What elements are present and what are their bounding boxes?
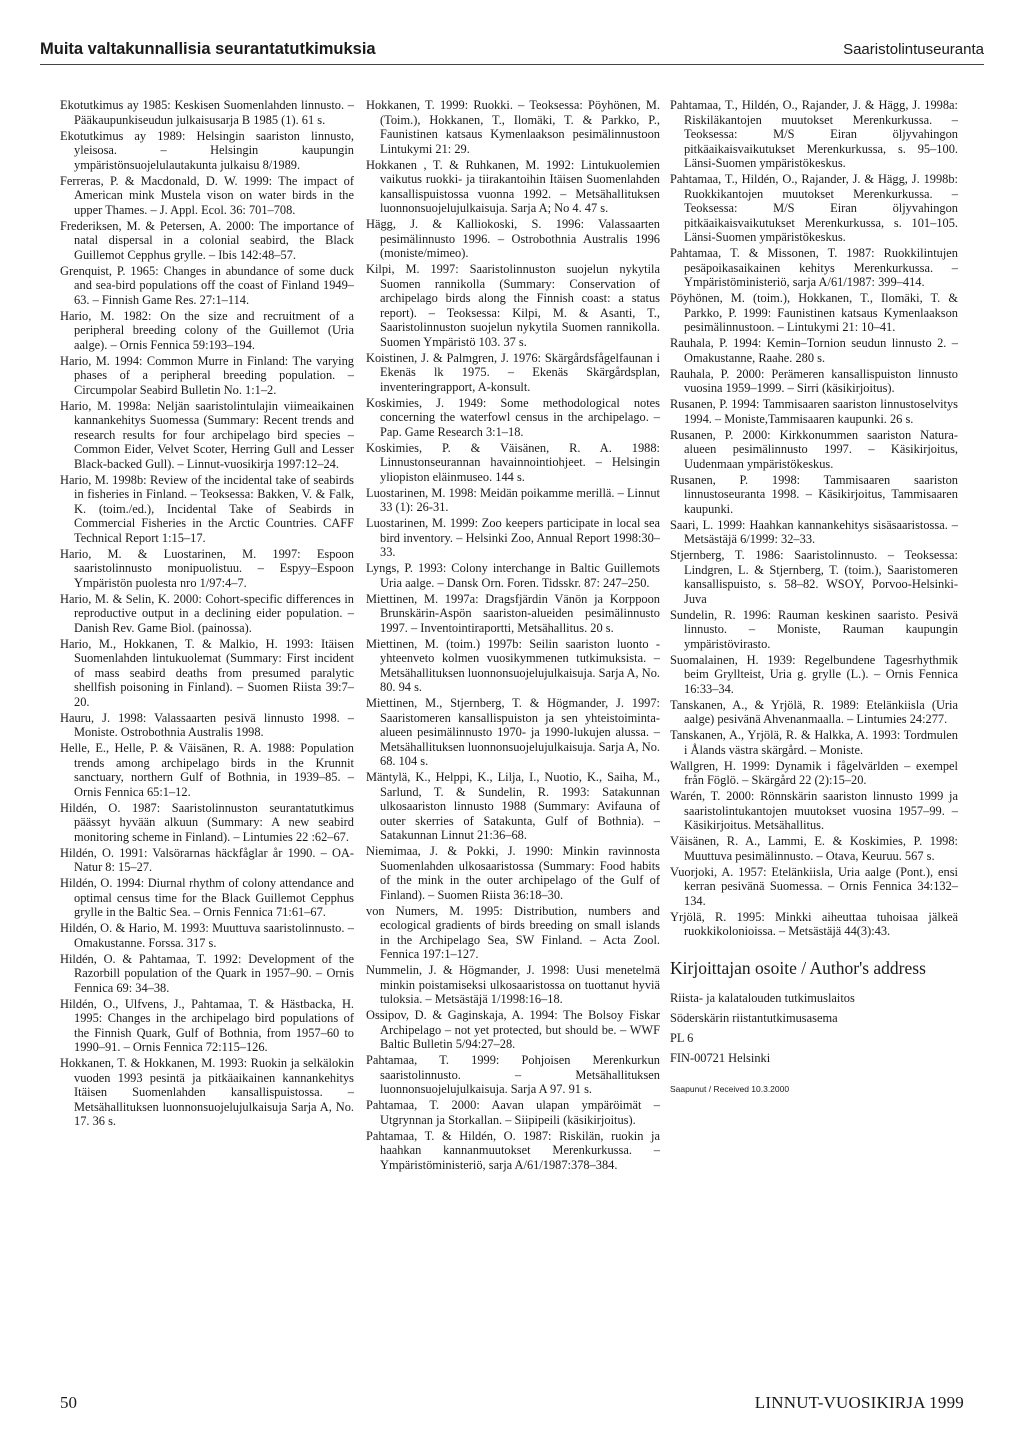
reference-entry: Luostarinen, M. 1998: Meidän poikamme merillä. – Linnut 33 (1): 26-31. [366,485,660,514]
reference-entry: Rusanen, P. 2000: Kirkkonummen saariston Natura-alueen pesimälinnusto 1997. – Käsikirjoitus, Uudenmaan ympäristökeskus. [670,427,958,471]
reference-entry: Pahtamaa, T. 1999: Pohjoisen Merenkurkun saaristolinnusto. – Metsähallituksen luonnonsuojelujulkaisuja. Sarja A 97. 91 s. [366,1053,660,1096]
reference-entry: Miettinen, M. 1997a: Dragsfjärdin Vänön ja Korppoon Brunskärin-Aspön saariston-alueiden pesimälinnusto 1997. – Inventointiraportti, Metsähallitus. 20 s. [366,591,660,635]
reference-entry: Suomalainen, H. 1939: Regelbundene Tagesrhythmik beim Gryllteist, Uria g. grylle (L.). – Ornis Fennica 16:33–34. [670,652,958,696]
reference-entry: Ekotutkimus ay 1985: Keskisen Suomenlahden linnusto. – Pääkaupunkiseudun julkaisusarja B 1985 (1). 61 s. [60,98,354,127]
reference-entry: Rauhala, P. 2000: Perämeren kansallispuiston linnusto vuosina 1959–1999. – Sirri (käsikirjoitus). [670,366,958,395]
address-line: Söderskärin riistantutkimusasema [670,1011,838,1025]
reference-entry: Ossipov, D. & Gaginskaja, A. 1994: The Bolsoy Fiskar Archipelago – not yet protected, but should be. – WWF Baltic Bulletin 5/94:27–28. [366,1008,660,1051]
reference-entry: Tanskanen, A., Yrjölä, R. & Halkka, A. 1993: Tordmulen i Ålands västra skärgård. – Moniste. [670,728,958,757]
reference-entry: Rauhala, P. 1994: Kemin–Tornion seudun linnusto 2. – Omakustanne, Raahe. 280 s. [670,336,958,365]
received-date: Saapunut / Received 10.3.2000 [670,1084,790,1094]
reference-entry: Helle, E., Helle, P. & Väisänen, R. A. 1988: Population trends among archipelago birds in the Krunnit sanctuary, northern Gulf of Bothnia, in 1939–85. – Ornis Fennica 65:1–12. [60,741,354,799]
reference-entry: Pahtamaa, T. & Missonen, T. 1987: Ruokkilintujen pesäpoikasaikainen kehitys Merenkurkussa. – Ympäristöministeriö, sarja A/61/1987: 399–414. [670,246,958,289]
reference-entry: Kilpi, M. 1997: Saaristolinnuston suojelun nykytila Suomen rannikolla (Summary: Conservation of archipelago birds along the Finnish coast: a status report). – Teoksessa: Kilpi, M. & Asanti, T., Saaristolinnuston suojelun nykytila Suomen rannikolla. Suomen Ympäristö 103. 37 s. [366,262,660,349]
reference-entry: Hägg, J. & Kalliokoski, S. 1996: Valassaarten pesimälinnusto 1996. – Ostrobothnia Australis 1996 (moniste/mimeo). [366,217,660,260]
article-title: Saaristolintuseuranta [843,41,984,58]
reference-entry: Hario, M. & Luostarinen, M. 1997: Espoon saaristolinnusto monipuolistuu. – Espyy–Espoon Ympäristön puolesta nro 1/97:4–7. [60,546,354,590]
reference-entry: von Numers, M. 1995: Distribution, numbers and ecological gradients of birds breeding on small islands in the Archipelago Sea, SW Finland. – Acta Zool. Fennica 197:1–127. [366,903,660,961]
reference-entry: Koskimies, P. & Väisänen, R. A. 1988: Linnustonseurannan havainnointiohjeet. – Helsingin yliopiston eläinmuseo. 144 s. [366,440,660,484]
reference-entry: Saari, L. 1999: Haahkan kannankehitys sisäsaaristossa. – Metsästäjä 6/1999: 32–33. [670,517,958,546]
address-line: Riista- ja kalatalouden tutkimuslaitos [670,991,855,1005]
reference-entry: Stjernberg, T. 1986: Saaristolinnusto. – Teoksessa: Lindgren, L. & Stjernberg, T. (toim.), Saaristomeren kansallispuisto, s. 58–82. WSOY, Porvoo-Helsinki-Juva [670,548,958,606]
references-column-2 [366,98,660,1174]
reference-entry: Warén, T. 2000: Rönnskärin saariston linnusto 1999 ja saaristolintukantojen muutokset vuosina 1957–99. – Käsikirjoitus. Metsähallitus. [670,789,958,832]
address-line: FIN-00721 Helsinki [670,1051,771,1065]
reference-entry: Hario, M. 1998b: Review of the incidental take of seabirds in fisheries in Finland. – Teoksessa: Bakken, V. & Falk, K. (toim./ed.), Incidental Take of Seabirds in Commercial Fisheries in the Arctic Countries. CAFF Technical Report 1:15–17. [60,472,354,545]
reference-entry: Hokkanen, T. 1999: Ruokki. – Teoksessa: Pöyhönen, M. (Toim.), Hokkanen, T., Ilomäki, T. & Parkko, P., Faunistinen katsaus Kymenlaakson pesimälinnustoon Lintukymi 21: 29. [366,98,660,156]
reference-entry: Luostarinen, M. 1999: Zoo keepers participate in local sea bird inventory. – Helsinki Zoo, Annual Report 1998:30–33. [366,516,660,559]
reference-entry: Hildén, O. & Hario, M. 1993: Muuttuva saaristolinnusto. – Omakustanne. Forssa. 317 s. [60,921,354,950]
reference-entry: Pahtamaa, T., Hildén, O., Rajander, J. & Hägg, J. 1998a: Riskiläkantojen muutokset Merenkurkussa. – Teoksessa: M/S Eiran öljyvahingon pitkäaikaisvaikutukset Merenkurkussa, s. 95–100. Länsi-Suomen ympäristökeskus. [670,98,958,170]
reference-entry: Lyngs, P. 1993: Colony interchange in Baltic Guillemots Uria aalge. – Dansk Orn. Foren. Tidsskr. 87: 247–250. [366,561,660,590]
reference-entry: Koistinen, J. & Palmgren, J. 1976: Skärgårdsfågelfaunan i Ekenäs lk 1975. – Ekenäs Skärgårdsplan, inventeringrapport, A-konsult. [366,350,660,394]
reference-entry: Miettinen, M. (toim.) 1997b: Seilin saariston luonto - yhteenveto kolmen vuosikymmenen tutkimuksista. – Metsähallituksen luonnonsuojelujulkaisuja. Sarja A, No. 80. 94 s. [366,636,660,694]
reference-entry: Wallgren, H. 1999: Dynamik i fågelvärlden – exempel från Föglö. – Skärgård 22 (2):15–20. [670,758,958,787]
reference-entry: Mäntylä, K., Helppi, K., Lilja, I., Nuotio, K., Saiha, M., Sarlund, T. & Sundelin, R. 1993: Satakunnan ulkosaariston linnusto 1988 (Summary: Avifauna of outer skerries of Satakunta, Gulf of Bothnia). – Satakunnan Linnut 21:36–68. [366,770,660,842]
reference-entry: Hildén, O. 1987: Saaristolinnuston seurantatutkimus päässyt hyvään alkuun (Summary: A new seabird monitoring scheme in Finland). – Lintumies 22 :62–67. [60,800,354,844]
reference-entry: Pahtamaa, T. 2000: Aavan ulapan ympäröimät – Utgrynnan ja Storkallan. – Siipipeili (käsikirjoitus). [366,1098,660,1127]
author-address-heading: Kirjoittajan osoite / Author's address [670,957,926,978]
reference-entry: Pahtamaa, T. & Hildén, O. 1987: Riskilän, ruokin ja haahkan kannanmuutokset Merenkurkussa. – Ympäristöministeriö, sarja A/61/1987:378–384. [366,1128,660,1172]
references-list [670,98,958,939]
reference-entry: Hokkanen , T. & Ruhkanen, M. 1992: Lintukuolemien vaikutus ruokki- ja tiirakantoihin Itäisen Suomenlahden kansallispuistossa vuonna 1992. – Metsähallituksen luonnonsuojelujulkaisuja. Sarja A; No 4. 47 s. [366,157,660,215]
reference-entry: Tanskanen, A., & Yrjölä, R. 1989: Etelänkiisla (Uria aalge) pesivänä Ahvenanmaalla. – Lintumies 24:277. [670,697,958,726]
reference-entry: Hildén, O. 1994: Diurnal rhythm of colony attendance and optimal census time for the Black Guillemot Cepphus grylle in the Baltic Sea. – Ornis Fennica 71:61–67. [60,876,354,919]
reference-entry: Ferreras, P. & Macdonald, D. W. 1999: The impact of American mink Mustela vison on water birds in the upper Thames. – J. Appl. Ecol. 36: 701–708. [60,173,354,217]
reference-entry: Rusanen, P. 1998: Tammisaaren saariston linnustoseuranta 1998. – Käsikirjoitus, Tammisaaren kaupunki. [670,472,958,516]
reference-entry: Ekotutkimus ay 1989: Helsingin saariston linnusto, yleisosa. – Helsingin kaupungin ympäristönsuojelulautakunta julkaisu 8/1989. [60,128,354,172]
reference-entry: Pahtamaa, T., Hildén, O., Rajander, J. & Hägg, J. 1998b: Ruokkikantojen muutokset Merenkurkussa. – Teoksessa: M/S Eiran öljyvahingon pitkäaikaisvaikutukset Merenkurkussa, s. 101–105. Länsi-Suomen ympäristökeskus. [670,172,958,244]
section-title: Muita valtakunnallisia seurantatutkimuksia [40,40,376,58]
reference-entry: Hario, M. 1998a: Neljän saaristolintulajin viimeaikainen kannankehitys Suomessa (Summary: Recent trends and research results for four archipelago bird species – Common Eider, Velvet Scoter, Herring Gull and Lesser Black-backed Gull). – Linnut-vuosikirja 1997:12–24. [60,398,354,471]
reference-entry: Rusanen, P. 1994: Tammisaaren saariston linnustoselvitys 1994. – Moniste,Tammisaaren kaupunki. 26 s. [670,397,958,426]
reference-entry: Pöyhönen, M. (toim.), Hokkanen, T., Ilomäki, T. & Parkko, P. 1999: Faunistinen katsaus Kymenlaakson pesimälinnustoon. – Lintukymi 21: 10–41. [670,291,958,334]
reference-entry: Grenquist, P. 1965: Changes in abundance of some duck and sea-bird populations off the coast of Finland 1949–63. – Finnish Game Res. 27:1–114. [60,263,354,307]
references-column-1 [60,98,354,1130]
reference-entry: Hario, M., Hokkanen, T. & Malkio, H. 1993: Itäisen Suomenlahden lintukuolemat (Summary: First incident of mass seabird deaths from presumed paralytic shellfish poisoning in Finland). – Suomen Riista 39:7–20. [60,636,354,709]
address-line: PL 6 [670,1031,694,1045]
reference-entry: Väisänen, R. A., Lammi, E. & Koskimies, P. 1998: Muuttuva pesimälinnusto. – Otava, Keuruu. 567 s. [670,834,958,863]
page-number: 50 [60,1393,77,1412]
reference-entry: Hario, M. 1994: Common Murre in Finland: The varying phases of a peripheral breeding population. – Circumpolar Seabird Bulletin No. 1:1–2. [60,353,354,397]
reference-entry: Hildén, O. 1991: Valsörarnas häckfåglar år 1990. – OA-Natur 8: 15–27. [60,845,354,874]
reference-entry: Hario, M. & Selin, K. 2000: Cohort-specific differences in reproductive output in a declining eider population. – Danish Rev. Game Biol. (painossa). [60,591,354,635]
reference-entry: Frederiksen, M. & Petersen, A. 2000: The importance of natal dispersal in a colonial seabird, the Black Guillemot Cepphus grylle. – Ibis 142:48–57. [60,218,354,262]
reference-entry: Hario, M. 1982: On the size and recruitment of a peripheral breeding colony of the Guillemot (Uria aalge). – Ornis Fennica 59:193–194. [60,308,354,352]
reference-entry: Nummelin, J. & Högmander, J. 1998: Uusi menetelmä minkin poistamiseksi ulkosaaristossa on tuottanut hyviä tuloksia. – Metsästäjä 1/1998:16–18. [366,963,660,1006]
references-column-3 [670,98,958,1097]
reference-entry: Miettinen, M., Stjernberg, T. & Högmander, J. 1997: Saaristomeren kansallispuiston ja sen yhteistoiminta-alueen pesimälinnusto 1970- ja 1990-lukujen alussa. – Metsähallituksen luonnonsuojelujulkaisuja. Sarja A, No. 68. 104 s. [366,696,660,768]
reference-entry: Yrjölä, R. 1995: Minkki aiheuttaa tuhoisaa jälkeä ruokkikolonioissa. – Metsästäjä 44(3):43. [670,909,958,938]
running-header [40,38,984,65]
reference-entry: Niemimaa, J. & Pokki, J. 1990: Minkin ravinnosta Suomenlahden ulkosaaristossa (Summary: Food habits of the mink in the outer archipelago of the Gulf of Finland). – Suomen Riista 36:18–30. [366,844,660,902]
reference-entry: Vuorjoki, A. 1957: Etelänkiisla, Uria aalge (Pont.), ensi kerran pesivänä Suomessa. – Ornis Fennica 34:132–134. [670,864,958,908]
reference-entry: Hauru, J. 1998: Valassaarten pesivä linnusto 1998. – Moniste. Ostrobothnia Australis 1998. [60,710,354,739]
reference-entry: Sundelin, R. 1996: Rauman keskinen saaristo. Pesivä linnusto. – Moniste, Rauman kaupungin ympäristövirasto. [670,607,958,651]
reference-entry: Hokkanen, T. & Hokkanen, M. 1993: Ruokin ja selkälokin vuoden 1993 pesintä ja pitkäaikainen kannankehitys Itäisen Suomenlahden kansallispuistossa. – Metsähallituksen luonnonsuojelujulkaisuja Sarja A, No. 17. 36 s. [60,1056,354,1128]
reference-entry: Hildén, O., Ulfvens, J., Pahtamaa, T. & Hästbacka, H. 1995: Changes in the archipelago bird populations of the Finnish Quark, Gulf of Bothnia, from 1957–60 to 1990–91. – Ornis Fennica 72:115–126. [60,996,354,1054]
reference-entry: Koskimies, J. 1949: Some methodological notes concerning the waterfowl census in the archipelago. – Pap. Game Research 3:1–18. [366,395,660,439]
journal-name: LINNUT-VUOSIKIRJA 1999 [754,1393,964,1412]
reference-entry: Hildén, O. & Pahtamaa, T. 1992: Development of the Razorbill population of the Quark in 1957–90. – Ornis Fennica 69: 34–38. [60,951,354,995]
